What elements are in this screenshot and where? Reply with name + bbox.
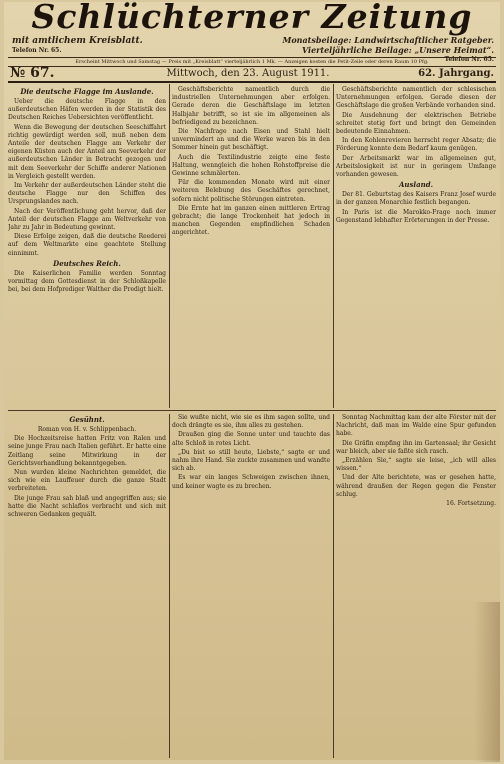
feuilleton-paragraph: Nun wurden kleine Nachrichten gemeldet, die sich wie ein Lauffeuer durch die ganze Stadt verbreiteten.	[8, 469, 166, 493]
article-paragraph: Geschäftsberichte namentlich der schlesischen Unternehmungen erfolgen. Gerade diesen der Geschäftslage die großen Verbände vorhanden sind.	[336, 86, 496, 110]
article-heading-reich: Deutsches Reich.	[53, 258, 121, 268]
column-rule	[169, 84, 170, 408]
feuilleton-rule	[8, 410, 496, 411]
article-paragraph: Die Ausdehnung der elektrischen Betriebe schreitet stetig fort und bringt den Gemeinden bedeutende Einnahmen.	[336, 111, 496, 136]
column-2	[172, 86, 330, 408]
article-paragraph: Wenn die Bewegung der deutschen Seeschiffahrt richtig gewürdigt werden soll, muß neben dem Anteile der deutschen Flagge am Verkehr der eigenen Küsten auch der Anteil am Seeverkehr der außerdeutschen Länder in Betracht gezogen und mit dem Seeverkehr der Schiffe anderer Nationen in Vergleich gestellt werden.	[8, 123, 166, 180]
article-heading-ausland: Ausland.	[398, 180, 434, 190]
article-heading-flagge: Die deutsche Flagge im Auslande.	[20, 87, 154, 96]
feuilleton-paragraph: Und der Alte berichtete, was er gesehen hatte, während draußen der Regen gegen die Fenster schlug.	[336, 474, 496, 498]
column-1	[8, 86, 166, 408]
article-paragraph: Der Arbeitsmarkt war im allgemeinen gut, Arbeitslosigkeit ist nur in geringem Umfange vorhanden gewesen.	[336, 154, 496, 179]
feuilleton-heading: Gesühnt.	[69, 415, 105, 424]
feuilleton-column-2	[172, 414, 330, 758]
column-rule	[333, 414, 334, 758]
article-paragraph: In den Kohlenrevieren herrscht reger Absatz; die Förderung konnte dem Bedarf kaum genügen.	[336, 137, 496, 153]
column-rule	[333, 84, 334, 408]
feuilleton-column-1	[8, 414, 166, 758]
feuilleton-paragraph: Sie wußte nicht, wie sie es ihm sagen sollte, und doch drängte es sie, ihm alles zu gestehen.	[172, 414, 330, 430]
feuilleton-paragraph: Die junge Frau sah blaß und angegriffen aus; sie hatte die Nacht schlaflos verbracht und sich mit schweren Gedanken gequält.	[8, 494, 166, 519]
column-rule	[169, 414, 170, 758]
feuilleton-paragraph: „Du bist so still heute, Liebste,“ sagte er und nahm ihre Hand. Sie zuckte zusammen und wandte sich ab.	[172, 448, 330, 473]
feuilleton-paragraph: „Erzählen Sie,“ sagte sie leise, „ich will alles wissen.“	[336, 457, 496, 473]
feuilleton-paragraph: Es war ein langes Schweigen zwischen ihnen, und keiner wagte es zu brechen.	[172, 474, 330, 490]
price-notice: Erscheint Mittwoch und Samstag — Preis mit „Kreisblatt“ vierteljährlich 1 Mk. — Anzeigen kosten die Petit-Zeile oder deren Raum 10 Pfg.	[8, 57, 496, 67]
telefon-left: Telefon Nr. 65.	[12, 47, 62, 54]
telefon-right: Telefon Nr. 65.	[444, 56, 494, 63]
article-paragraph: Nach der Veröffentlichung geht hervor, daß der Anteil der deutschen Flagge am Weltverkehr von Jahr zu Jahr in Bedeutung gewinnt.	[8, 207, 166, 232]
article-paragraph: Die Ernte hat im ganzen einen mittleren Ertrag gebracht; die lange Trockenheit hat jedoch in manchen Gegenden empfindlichen Schaden angerichtet.	[172, 204, 330, 237]
feuilleton-paragraph: Sonntag Nachmittag kam der alte Förster mit der Nachricht, daß man im Walde eine Spur gefunden habe.	[336, 414, 496, 438]
article-paragraph: Die Nachfrage nach Eisen und Stahl hielt unvermindert an und die Werke waren bis in den Sommer hinein gut beschäftigt.	[172, 128, 330, 152]
beilage-line-1: Monatsbeilage: Landwirtschaftlicher Ratgeber.	[282, 35, 494, 45]
newspaper-page	[4, 2, 500, 760]
article-paragraph: Im Verkehr der außerdeutschen Länder steht die deutsche Flagge nur den Schiffen des Ursprungslandes nach.	[8, 182, 166, 206]
feuilleton-byline: Roman von H. v. Schlippenbach.	[37, 426, 137, 433]
article-paragraph: Auch die Textilindustrie zeigte eine feste Haltung, wenngleich die hohen Rohstoffpreise die Gewinne schmälerten.	[172, 153, 330, 178]
kreisblatt-line: mit amtlichem Kreisblatt.	[12, 36, 143, 46]
article-paragraph: Für die kommenden Monate wird mit einer weiteren Belebung des Geschäftes gerechnet, sofern nicht politische Störungen eintreten.	[172, 179, 330, 203]
article-paragraph: In Paris ist die Marokko-Frage noch immer Gegenstand lebhafter Erörterungen in der Presse.	[336, 208, 496, 224]
feuilleton-column-3	[336, 414, 496, 758]
issue-date: Mittwoch, den 23. August 1911.	[166, 68, 330, 79]
issue-number: № 67.	[10, 65, 55, 81]
article-paragraph: Geschäftsberichte namentlich durch die industriellen Unternehmungen aber erfolgen. Gerade deren die Geschäftslage im letzten Halbjahr betrifft, so ist sie im allgemeinen als befriedigend zu bezeichnen.	[172, 86, 330, 126]
beilage-line-2: Vierteljährliche Beilage: „Unsere Heimat“.	[301, 45, 494, 55]
feuilleton-paragraph: Die Gräfin empfing ihn im Gartensaal; ihr Gesicht war bleich, aber sie faßte sich rasch.	[336, 439, 496, 455]
feuilleton-footer: 16. Fortsetzung.	[446, 500, 496, 508]
article-paragraph: Die Kaiserlichen Familie werden Sonntag vormittag dem Gottesdienst in der Schloßkapelle bei, bei dem Hofprediger Walther die Predigt hielt.	[8, 269, 166, 294]
issue-bar	[8, 65, 496, 83]
feuilleton-paragraph: Die Hochzeitsreise hatten Fritz von Ralen und seine junge Frau nach Italien geführt. Er hatte eine Zeitlang seine Mitwirkung in der Gerichtsverhandlung bekanntgegeben.	[8, 435, 166, 467]
article-paragraph: Diese Erfolge zeigen, daß die deutsche Reederei auf dem Weltmarkte eine geachtete Stellung einnimmt.	[8, 233, 166, 257]
article-paragraph: Der 81. Geburtstag des Kaisers Franz Josef wurde in der ganzen Monarchie festlich begangen.	[336, 191, 496, 207]
masthead-title: Schlüchterner Zeitung	[31, 0, 473, 36]
issue-year: 62. Jahrgang.	[418, 68, 494, 79]
article-paragraph: Ueber die deutsche Flagge in den außerdeutschen Häfen werden in der Statistik des Deutschen Reiches Uebersichten veröffentlicht.	[8, 98, 166, 122]
feuilleton-paragraph: Draußen ging die Sonne unter und tauchte das alte Schloß in rotes Licht.	[172, 431, 330, 447]
paper-stain	[474, 602, 500, 762]
column-3	[336, 86, 496, 408]
